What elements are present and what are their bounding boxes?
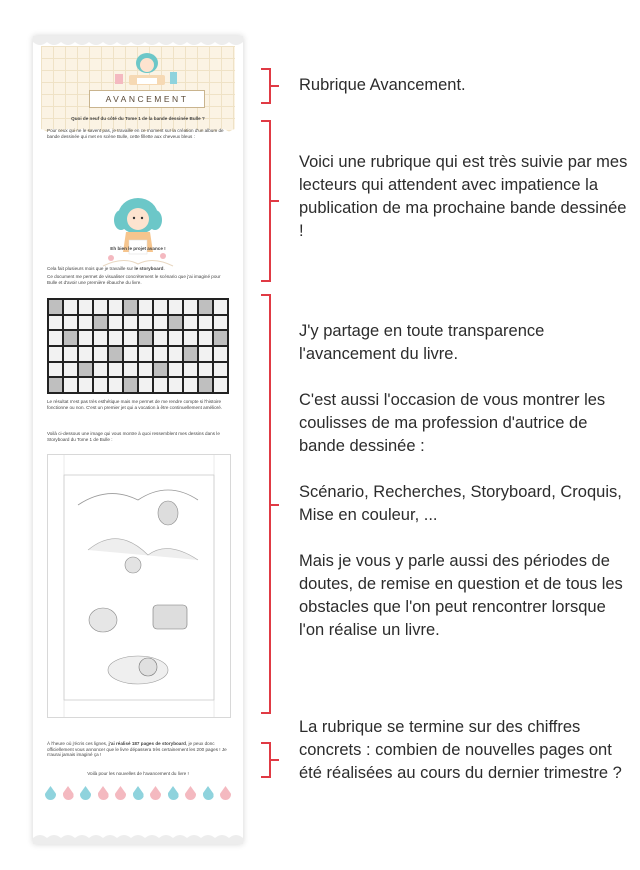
storyboard-thumbnail [184,316,197,330]
scallop-bottom-border [33,832,243,844]
storyboard-thumbnail [49,316,62,330]
storyboard-thumbnail [109,347,122,361]
drop-icon [168,786,179,800]
newsletter-preview [33,36,243,844]
closing-line: Voilà pour les nouvelles de l'avancement du livre ! [87,771,189,776]
storyboard-thumbnail [79,316,92,330]
storyboard-line-suffix: . [163,266,165,271]
storyboard-thumbnail [49,331,62,345]
storyboard-sketch-drawing [48,455,230,717]
storyboard-thumbnail [124,347,137,361]
storyboard-thumbnail [109,316,122,330]
storyboard-sketch-page [47,454,231,718]
storyboard-thumbnail [199,347,212,361]
storyboard-thumbnail [214,331,227,345]
storyboard-thumbnail [94,316,107,330]
storyboard-line [47,266,229,272]
storyboard-thumbnail [169,378,182,392]
annotation-figures: La rubrique se termine sur des chiffres concrets : combien de nouvelles pages ont été réalisées au cours du dernier trimestre ? [299,718,622,782]
storyboard-thumbnail [109,363,122,377]
bracket-section-header [261,68,271,104]
storyboard-thumbnail [139,300,152,314]
storyboard-thumbnail [124,300,137,314]
storyboard-thumbnail [169,347,182,361]
drop-icon [63,786,74,800]
bulle-character-illustration [93,186,183,276]
drop-icon [115,786,126,800]
storyboard-thumbnail [154,347,167,361]
drop-icon [45,786,56,800]
intro-paragraph: Pour ceux qui ne le savent pas, je travaille en ce moment sur la création d'un album de bande dessinée qui met en scène Bulle, cette fillette aux cheveux bleus : [47,128,224,139]
storyboard-thumbnail [139,363,152,377]
intro-heading: Quoi de neuf du côté du Tome 1 de la bande dessinée Bulle ? [71,116,205,121]
storyboard-thumbnail [184,300,197,314]
header-banner [41,46,235,138]
storyboard-thumbnail [109,378,122,392]
drop-icon [220,786,231,800]
storyboard-thumbnail [199,331,212,345]
storyboard-description: Ce document me permet de visualiser concrètement le scénario que j'ai imaginé pour Bulle et d'avoir une première ébauche du livre. [47,274,221,285]
storyboard-thumbnail [214,316,227,330]
storyboard-thumbnail [199,300,212,314]
storyboard-thumbnail [109,300,122,314]
annotation-paragraph: Mais je vous y parle aussi des périodes de doutes, de remise en question et de tous les obstacles que l'on peut rencontrer lorsque l'on réalise un livre. [299,552,623,639]
storyboard-thumbnail [79,347,92,361]
storyboard-thumbnail [49,300,62,314]
drop-icon [133,786,144,800]
drop-icon [203,786,214,800]
storyboard-thumbnail [214,300,227,314]
storyboard-thumbnail [184,347,197,361]
storyboard-thumbnail [94,363,107,377]
storyboard-thumbnail [184,331,197,345]
storyboard-thumbnail [64,331,77,345]
storyboard-thumbnail [64,347,77,361]
storyboard-thumbnail [139,378,152,392]
bracket-intro [261,120,271,282]
count-bold: j'ai réalisé 187 pages de storyboard [108,741,186,746]
annotation-paragraph: C'est aussi l'occasion de vous montrer les coulisses de ma profession d'autrice de bande dessinée : [299,391,606,455]
storyboard-thumbnail [214,347,227,361]
storyboard-thumbnail [124,363,137,377]
storyboard-thumbnail [79,378,92,392]
count-prefix: À l'heure où j'écris ces lignes, [47,741,109,746]
storyboard-thumbnail-grid [47,298,229,394]
drop-icon [185,786,196,800]
storyboard-thumbnail [49,378,62,392]
storyboard-thumbnail [199,316,212,330]
storyboard-thumbnail [79,363,92,377]
annotation-paragraph: J'y partage en toute transparence l'avancement du livre. [299,322,545,363]
storyboard-line-prefix: Cela fait plusieurs mois que je travaille sur [47,266,135,271]
storyboard-thumbnail [94,331,107,345]
drop-icon [150,786,161,800]
storyboard-thumbnail [199,378,212,392]
bracket-storyboard [261,294,271,714]
storyboard-thumbnail [139,316,152,330]
storyboard-thumbnail [154,331,167,345]
storyboard-thumbnail [94,378,107,392]
storyboard-thumbnail [214,363,227,377]
storyboard-thumbnail [64,316,77,330]
storyboard-thumbnail [154,316,167,330]
annotation-avancement: Rubrique Avancement. [299,76,466,94]
sample-paragraph: Voilà ci-dessous une image qui vous montre à quoi ressemblent mes dessins dans le Storyboard du Tome 1 de Bulle : [47,431,220,442]
storyboard-line-bold: le storyboard [134,266,164,271]
storyboard-thumbnail [169,331,182,345]
storyboard-thumbnail [154,300,167,314]
storyboard-thumbnail [64,363,77,377]
storyboard-thumbnail [64,300,77,314]
storyboard-thumbnail [169,316,182,330]
storyboard-thumbnail [214,378,227,392]
drop-icon [98,786,109,800]
storyboard-thumbnail [79,331,92,345]
storyboard-thumbnail [139,331,152,345]
storyboard-thumbnail [184,378,197,392]
storyboard-thumbnail [79,300,92,314]
project-heading: Eh bien le projet avance ! [110,246,166,251]
bracket-closing [261,742,271,778]
page-count-paragraph [47,741,229,758]
storyboard-thumbnail [94,300,107,314]
storyboard-thumbnail [124,378,137,392]
storyboard-thumbnail [169,300,182,314]
storyboard-thumbnail [154,363,167,377]
annotation-popular-section: Voici une rubrique qui est très suivie par mes lecteurs qui attendent avec impatience la publication de ma prochaine bande dessinée ! [299,153,628,240]
storyboard-thumbnail [49,347,62,361]
count-suffix: , je peux donc officiellement vous annoncer que le livre dépassera très certainement les 200 pages ! Je n'aurai jamais imaginé ça ! [47,741,227,758]
storyboard-thumbnail [184,363,197,377]
drop-icon [80,786,91,800]
result-paragraph: Le résultat n'est pas très esthétique mais me permet de me rendre compte si l'histoire fonctionne ou non. C'est un premier jet qui a vocation à être continuellement amélioré. [47,399,223,410]
annotation-paragraph: Scénario, Recherches, Storyboard, Croquis, Mise en couleur, ... [299,483,622,524]
section-title: AVANCEMENT [89,90,205,108]
storyboard-thumbnail [94,347,107,361]
storyboard-thumbnail [154,378,167,392]
storyboard-thumbnail [64,378,77,392]
storyboard-thumbnail [49,363,62,377]
storyboard-thumbnail [124,316,137,330]
storyboard-thumbnail [109,331,122,345]
decorative-drops [45,786,231,806]
storyboard-thumbnail [139,347,152,361]
storyboard-thumbnail [199,363,212,377]
storyboard-thumbnail [124,331,137,345]
girl-drawing-illustration [107,48,187,92]
storyboard-thumbnail [169,363,182,377]
annotation-transparency [299,320,629,642]
